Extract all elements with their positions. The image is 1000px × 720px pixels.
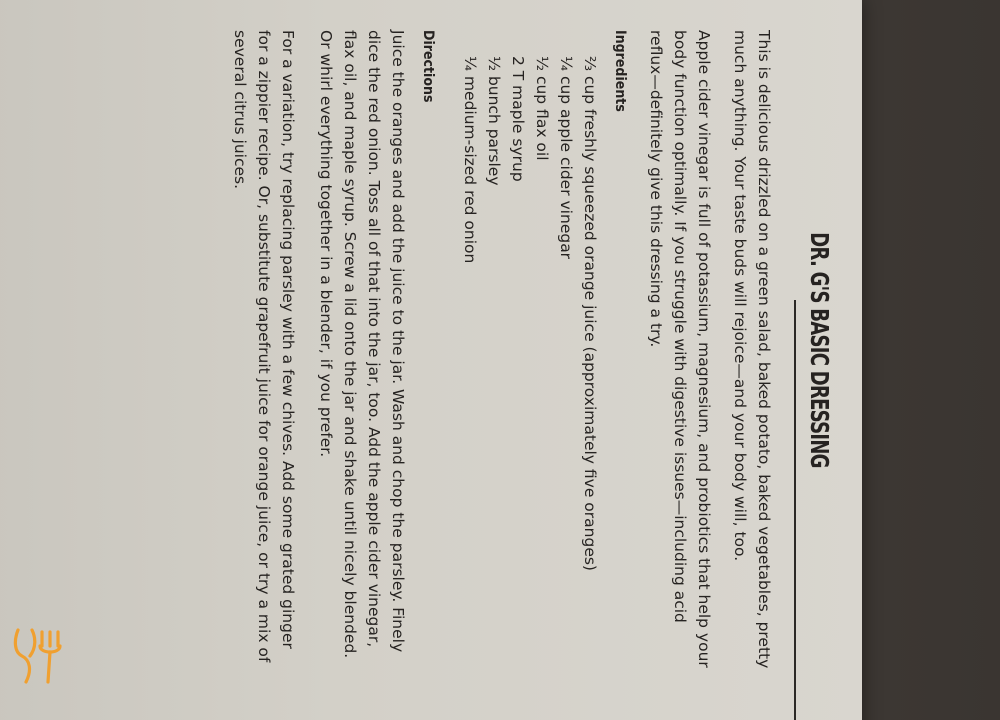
ingredient-item: ¼ cup apple cider vinegar [557, 56, 575, 260]
ingredient-item: ½ cup flax oil [533, 56, 551, 161]
recipe-title: DR. G'S BASIC DRESSING [805, 232, 834, 468]
recipe-body [214, 30, 776, 670]
title-underline [794, 300, 796, 720]
ingredient-item: 2 T maple syrup [509, 56, 527, 182]
directions-paragraph-1: Juice the oranges and add the juice to the jar. Wash and chop the parsley. Finely dice the red onion. Toss all of that into the jar, too. Add the apple cider vinegar, flax oil, and maple syrup. Screw a lid onto the jar and shake until nicely blended. Or whirl everything together in a blender, if you prefer. [317, 30, 407, 659]
ingredients-list [458, 30, 602, 670]
ingredient-item: ⅔ cup freshly squeezed orange juice (approximately five oranges) [581, 56, 599, 571]
ingredients-heading: Ingredients [612, 30, 628, 112]
intro-paragraph-1: This is delicious drizzled on a green salad, baked potato, baked vegetables, pretty much anything. Your taste buds will rejoice—and your body will, too. [731, 30, 773, 669]
fork-spoon-logo-icon [12, 626, 68, 686]
ingredient-item: ½ bunch parsley [485, 56, 503, 186]
directions-heading: Directions [420, 30, 436, 103]
intro-paragraph-2: Apple cider vinegar is full of potassium, magnesium, and probiotics that help your body function optimally. If you struggle with digestive issues—including acid reflux—definitely give this dressing a try. [647, 30, 713, 668]
directions-paragraph-2: For a variation, try replacing parsley with a few chives. Add some grated ginger for a zippier recipe. Or, substitute grapefruit juice for orange juice, or try a mix of several citrus juices. [231, 30, 297, 663]
ingredient-item: ¼ medium-sized red onion [461, 56, 479, 264]
